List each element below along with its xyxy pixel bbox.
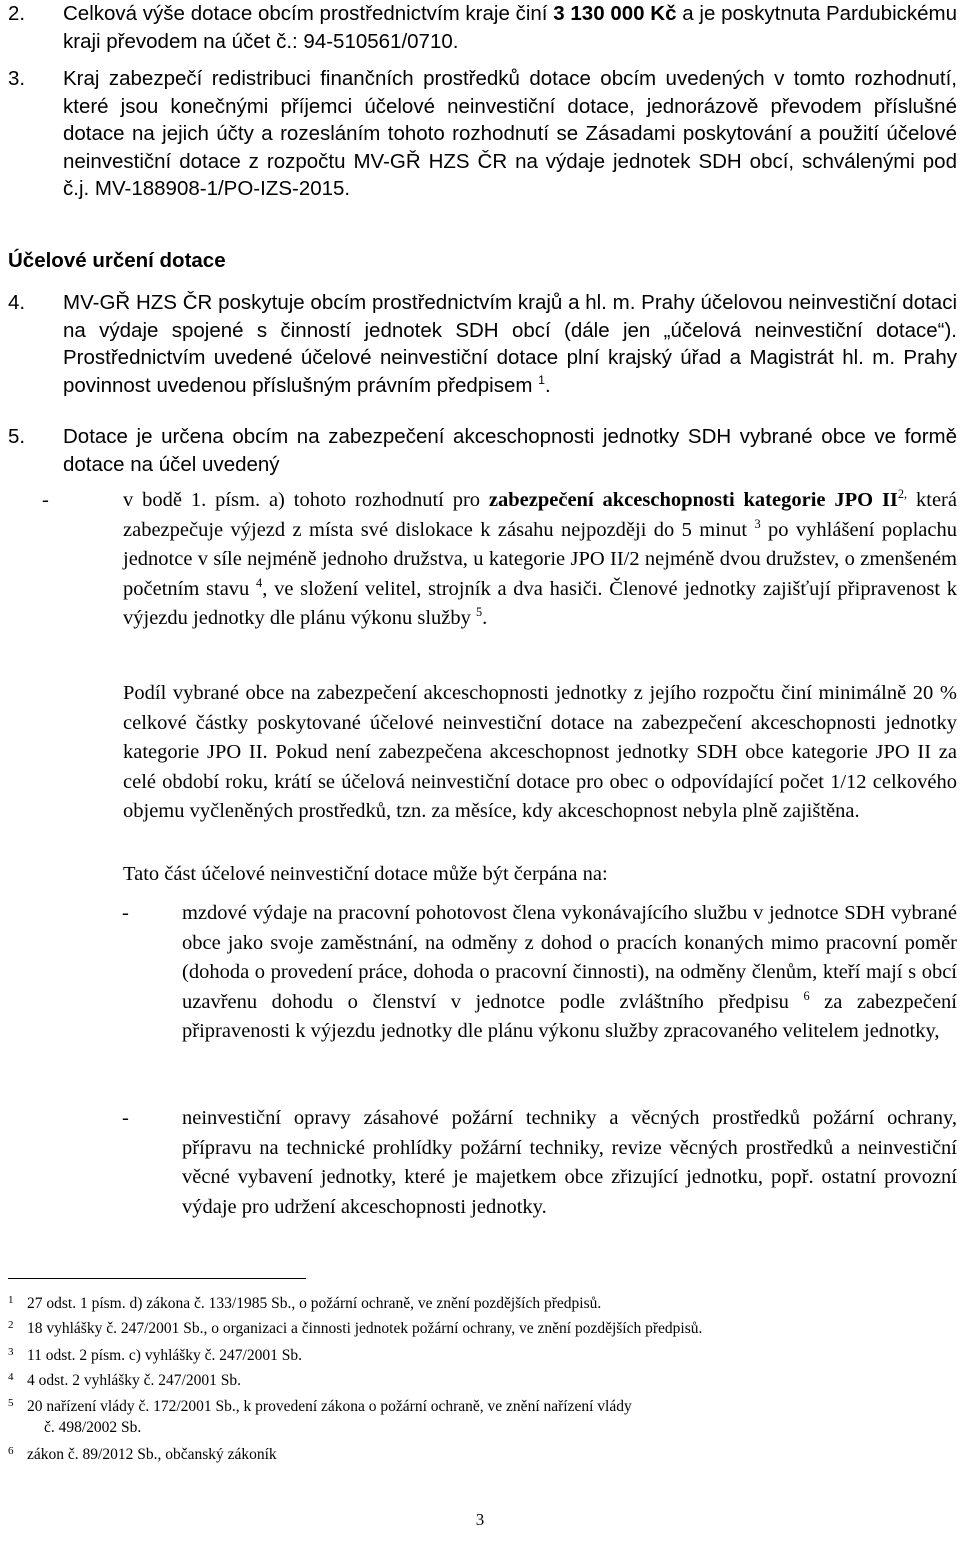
page-number: 3 (475, 1510, 485, 1529)
item-text: Prostřednictvím uvedené účelové neinvestiční dotace plní krajský úřad a Magistrát hl. m. Prahy povinnost uvedenou příslušným právním předpisem (63, 346, 957, 397)
footnote-mark: 3 (8, 1346, 14, 1358)
footnote-4 (8, 1370, 956, 1391)
bullet-text: která zabezpečuje výjezd z místa své dislokace k zásahu nejpozději do 5 minut (123, 489, 957, 541)
item-text: a je poskytnuta Pardubickému kraji převodem na účet č.: 94-510561/0710. (63, 2, 958, 53)
item-2 (8, 0, 958, 55)
item-text: Dotace je určena obcím na zabezpečení akceschopnosti jednotky SDH vybrané obce ve formě dotace na účel uvedený (63, 425, 957, 476)
footnote-ref: 1 (538, 372, 546, 387)
bullet-mzdove-vydaje (0, 899, 957, 1047)
bullet-dash: - (122, 1107, 129, 1129)
sub-bullet-jpo (0, 486, 957, 634)
footnote-text: 4 odst. 2 vyhlášky č. 247/2001 Sb. (27, 1372, 241, 1389)
bullet-body (123, 486, 957, 634)
dotace-amount: 3 130 000 Kč (553, 2, 677, 25)
footnote-text: 27 odst. 1 písm. d) zákona č. 133/1985 Sb., o požární ochraně, ve znění pozdějších předpisů. (27, 1295, 602, 1312)
footnote-text-continued: č. 498/2002 Sb. (44, 1419, 142, 1436)
bullet-text: v bodě 1. písm. a) tohoto rozhodnutí pro (123, 489, 489, 511)
footnote-mark: 5 (8, 1397, 14, 1409)
paragraph-usage-intro: Tato část účelové neinvestiční dotace může být čerpána na: (123, 863, 608, 885)
item-number: 4. (8, 291, 26, 314)
footnote-5 (8, 1396, 956, 1438)
item-text: Celková výše dotace obcím prostřednictvím kraje činí (63, 2, 554, 25)
item-3 (8, 65, 957, 203)
footnote-ref: 3 (754, 516, 761, 531)
footnote-ref: 5 (476, 605, 483, 620)
footnote-ref: 2, (897, 487, 908, 502)
footnote-mark: 1 (8, 1294, 14, 1306)
bullet-text: . (482, 607, 488, 630)
footnote-text: zákon č. 89/2012 Sb., občanský zákoník (27, 1446, 277, 1463)
footnote-mark: 2 (8, 1319, 14, 1331)
bullet-body (182, 899, 957, 1047)
bullet-dash: - (42, 489, 49, 511)
footnote-6 (8, 1444, 956, 1465)
footnote-text: 11 odst. 2 písm. c) vyhlášky č. 247/2001 Sb. (27, 1347, 302, 1364)
footnote-mark: 6 (8, 1445, 14, 1457)
footnote-1 (8, 1293, 956, 1314)
bullet-dash: - (122, 902, 129, 924)
bullet-text: neinvestiční opravy zásahové požární techniky a věcných prostředků požární ochrany, přípravu na technické prohlídky požární techniky, revize věcných prostředků a neinvestiční věcné vybavení jednotky, které je majetkem obce zřizující jednotku, popř. ostatní provozní výdaje pro udržení akceschopnosti jednotky. (182, 1107, 957, 1218)
section-heading: Účelové určení dotace (8, 249, 226, 272)
item-4 (8, 289, 957, 399)
footnote-mark: 4 (8, 1371, 14, 1383)
bullet-text: mzdové výdaje na pracovní pohotovost člena vykonávajícího službu v jednotce SDH vybrané obce jako svoje zaměstnání, na odměny z dohod o pracích konaných mimo pracovní poměr (dohoda o provedení práce, dohoda o pracovní činnosti), na odměny členům, kteří mají s obcí uzavřenu dohodu o členství v jednotce podle zvláštního předpisu (182, 902, 957, 1013)
item-number: 5. (8, 425, 26, 448)
item-number: 3. (8, 67, 26, 90)
item-number: 2. (8, 2, 26, 25)
bullet-neinvesticni-opravy (0, 1104, 957, 1222)
footnote-ref: 6 (803, 988, 810, 1003)
item-body (63, 0, 957, 55)
bullet-text: za zabezpečení připravenosti k výjezdu jednotky dle plánu výkonu služby zpracovaného velitelem jednotky, (182, 990, 957, 1043)
footnote-separator (8, 1278, 306, 1279)
footnote-2 (8, 1318, 956, 1339)
item-text: Kraj zabezpečí redistribuci finančních prostředků dotace obcím uvedených v tomto rozhodnutí, které jsou konečnými příjemci účelové neinvestiční dotace, jednorázově převodem příslušné dotace na jejich účty a rozesláním tohoto rozhodnutí se Zásadami poskytování a použití účelové neinvestiční dotace z rozpočtu MV-GŘ HZS ČR na výdaje jednotek SDH obcí, schválenými pod č.j. MV-188908-1/PO-IZS-2015. (63, 67, 957, 200)
bullet-text: po vyhlášení poplachu jednotce v síle nejméně jednoho družstva, u kategorie JPO II/2 nejméně dvou družstev, o zmenšeném početním stavu (123, 518, 958, 600)
footnote-ref: 4 (256, 575, 263, 590)
paragraph-share: Podíl vybrané obce na zabezpečení akceschopnosti jednotky z jejího rozpočtu činí minimálně 20 % celkové částky poskytované účelové neinvestiční dotace na zabezpečení akceschopnosti jednotky kategorie JPO II. Pokud není zabezpečena akceschopnost jednotky SDH obce kategorie JPO II za celé období roku, krátí se účelová neinvestiční dotace pro obec o odpovídající počet 1/12 celkového objemu vyčleněných prostředků, tzn. za měsíce, kdy akceschopnost nebyla plně zajištěna. (123, 682, 957, 823)
footnote-3 (8, 1345, 956, 1366)
item-text: . (545, 373, 551, 397)
item-body (63, 289, 957, 399)
item-5 (8, 423, 957, 478)
bullet-text: , ve složení velitel, strojník a dva hasiči. Členové jednotky zajišťují připravenost k výjezdu jednotky dle plánu výkonu služby (123, 577, 958, 630)
item-text: MV-GŘ HZS ČR poskytuje obcím prostřednictvím krajů a hl. m. Prahy účelovou neinvestiční dotaci na výdaje spojené s činností jednotek SDH obcí (dále jen „účelová neinvestiční dotace“). (63, 291, 957, 342)
footnote-text: 18 vyhlášky č. 247/2001 Sb., o organizaci a činnosti jednotek požární ochrany, ve znění pozdějších předpisů. (27, 1320, 703, 1337)
footnote-text: 20 nařízení vlády č. 172/2001 Sb., k provedení zákona o požární ochraně, ve znění nařízení vlády (27, 1398, 632, 1415)
bold-phrase: zabezpečení akceschopnosti kategorie JPO II (488, 489, 898, 511)
